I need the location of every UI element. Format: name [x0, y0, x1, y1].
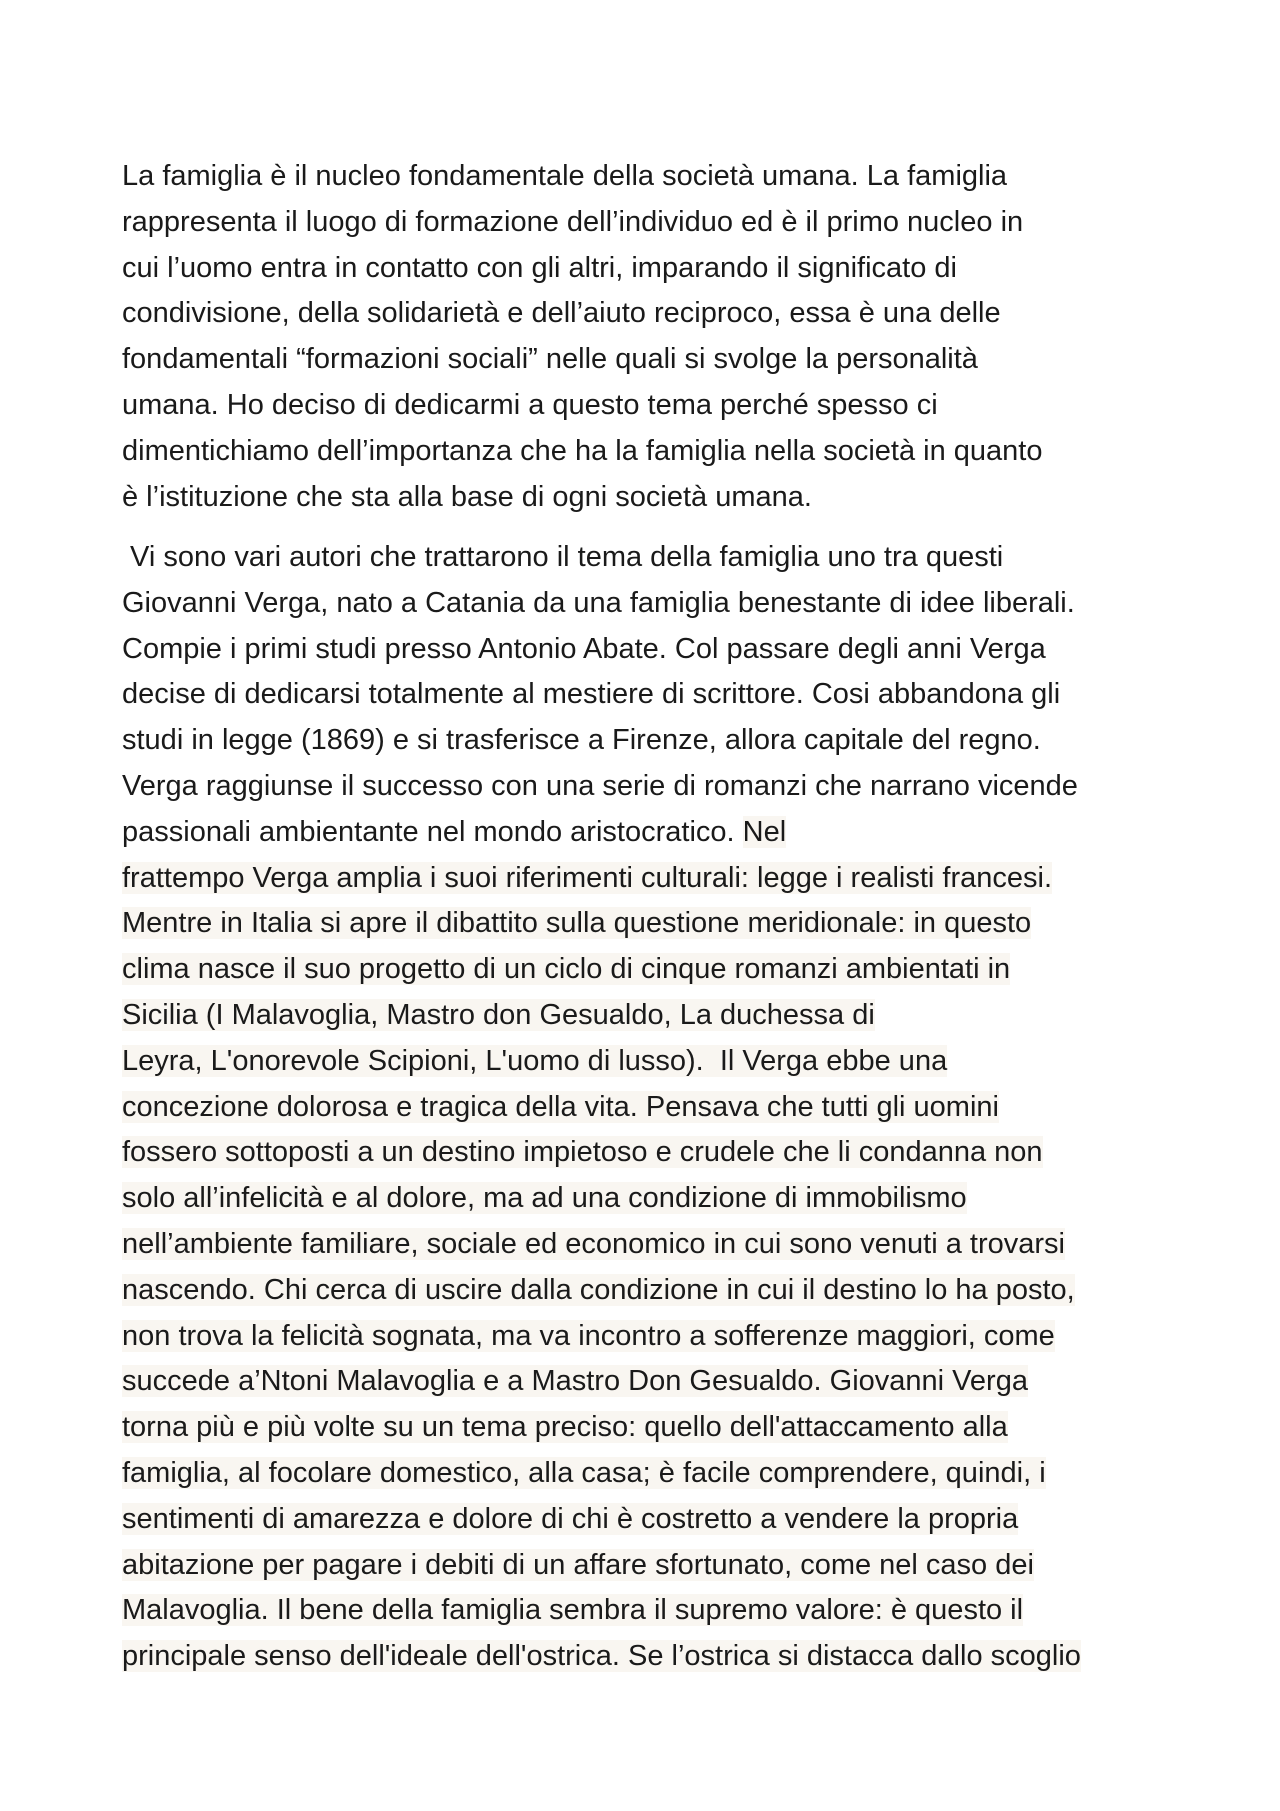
highlighted-text: solo all’infelicità e al dolore, ma ad una condizione di immobilismo: [122, 1182, 967, 1215]
text-line: La famiglia è il nucleo fondamentale della società umana. La famiglia: [122, 160, 1008, 192]
highlighted-line: [122, 1085, 1202, 1131]
highlighted-text: succede a’Ntoni Malavoglia e a Mastro Don Gesualdo. Giovanni Verga: [122, 1365, 1028, 1398]
highlighted-line: [122, 1634, 1202, 1680]
highlighted-text: Malavoglia. Il bene della famiglia sembra il supremo valore: è questo il: [122, 1594, 1024, 1627]
text-line: cui l’uomo entra in contatto con gli altri, imparando il significato di: [122, 251, 957, 284]
text-line: fondamentali “formazioni sociali” nelle quali si svolge la personalità: [122, 343, 978, 376]
highlighted-line: [122, 1405, 1202, 1451]
highlighted-line: [122, 1314, 1202, 1360]
text-line: studi in legge (1869) e si trasferisce a Firenze, allora capitale del regno.: [122, 724, 1041, 757]
highlighted-line: [122, 993, 1202, 1039]
highlighted-text: clima nasce il suo progetto di un ciclo di cinque romanzi ambientati in: [122, 953, 1011, 986]
text-line: Verga raggiunse il successo con una serie di romanzi che narrano vicende: [122, 769, 1078, 802]
text-line: dimentichiamo dell’importanza che ha la famiglia nella società in quanto: [122, 434, 1043, 467]
highlighted-text: nell’ambiente familiare, sociale ed economico in cui sono venuti a trovarsi: [122, 1227, 1065, 1260]
highlighted-line: [122, 1497, 1202, 1543]
text-line: Vi sono vari autori che trattarono il tema della famiglia uno tra questi: [122, 541, 1004, 573]
highlighted-line: [122, 1543, 1202, 1589]
highlighted-line: [122, 1451, 1202, 1497]
highlighted-text: torna più e più volte su un tema preciso: quello dell'attaccamento alla: [122, 1411, 1008, 1444]
highlighted-text: Mentre in Italia si apre il dibattito sulla questione meridionale: in questo: [122, 907, 1032, 940]
text-line: Giovanni Verga, nato a Catania da una famiglia benestante di idee liberali.: [122, 586, 1075, 619]
highlighted-text: non trova la felicità sognata, ma va incontro a sofferenze maggiori, come: [122, 1319, 1055, 1352]
highlighted-text: abitazione per pagare i debiti di un affare sfortunato, come nel caso dei: [122, 1548, 1034, 1581]
text-line: rappresenta il luogo di formazione dell’individuo ed è il primo nucleo in: [122, 205, 1024, 238]
highlighted-line: [122, 1222, 1202, 1268]
highlighted-line: [122, 1130, 1202, 1176]
highlighted-line: [122, 1268, 1202, 1314]
text-line: [122, 810, 1202, 856]
highlighted-line: [122, 1176, 1202, 1222]
paragraph-verga: [122, 535, 1202, 1680]
text-line: è l’istituzione che sta alla base di ogni società umana.: [122, 480, 812, 513]
highlighted-line: [122, 1039, 1202, 1085]
highlighted-line: [122, 947, 1202, 993]
highlighted-text: concezione dolorosa e tragica della vita. Pensava che tutti gli uomini: [122, 1090, 999, 1123]
highlighted-line: [122, 1359, 1202, 1405]
highlighted-text: fossero sottoposti a un destino impietoso e crudele che li condanna non: [122, 1136, 1043, 1169]
highlighted-text: principale senso dell'ideale dell'ostrica. Se l’ostrica si distacca dallo scoglio: [122, 1640, 1081, 1673]
highlighted-text: sentimenti di amarezza e dolore di chi è costretto a vendere la propria: [122, 1502, 1019, 1535]
text-line: umana. Ho deciso di dedicarmi a questo tema perché spesso ci: [122, 388, 938, 421]
highlighted-text: Leyra, L'onorevole Scipioni, L'uomo di lusso). Il Verga ebbe una: [122, 1044, 948, 1077]
highlighted-line: [122, 1588, 1202, 1634]
text-line: condivisione, della solidarietà e dell’aiuto reciproco, essa è una delle: [122, 297, 1001, 330]
highlighted-text: frattempo Verga amplia i suoi riferimenti culturali: legge i realisti francesi.: [122, 861, 1053, 894]
highlighted-text: Sicilia (I Malavoglia, Mastro don Gesualdo, La duchessa di: [122, 998, 875, 1031]
highlighted-line: [122, 856, 1202, 902]
text-segment: passionali ambientante nel mondo aristocratico.: [122, 815, 743, 848]
highlighted-line: [122, 901, 1202, 947]
highlighted-text: Nel: [742, 815, 787, 848]
highlighted-text: famiglia, al focolare domestico, alla casa; è facile comprendere, quindi, i: [122, 1456, 1046, 1489]
paragraph-intro: [122, 154, 1202, 520]
text-line: Compie i primi studi presso Antonio Abate. Col passare degli anni Verga: [122, 632, 1046, 665]
highlighted-text: nascendo. Chi cerca di uscire dalla condizione in cui il destino lo ha posto,: [122, 1273, 1075, 1306]
text-line: decise di dedicarsi totalmente al mestiere di scrittore. Cosi abbandona gli: [122, 678, 1061, 711]
